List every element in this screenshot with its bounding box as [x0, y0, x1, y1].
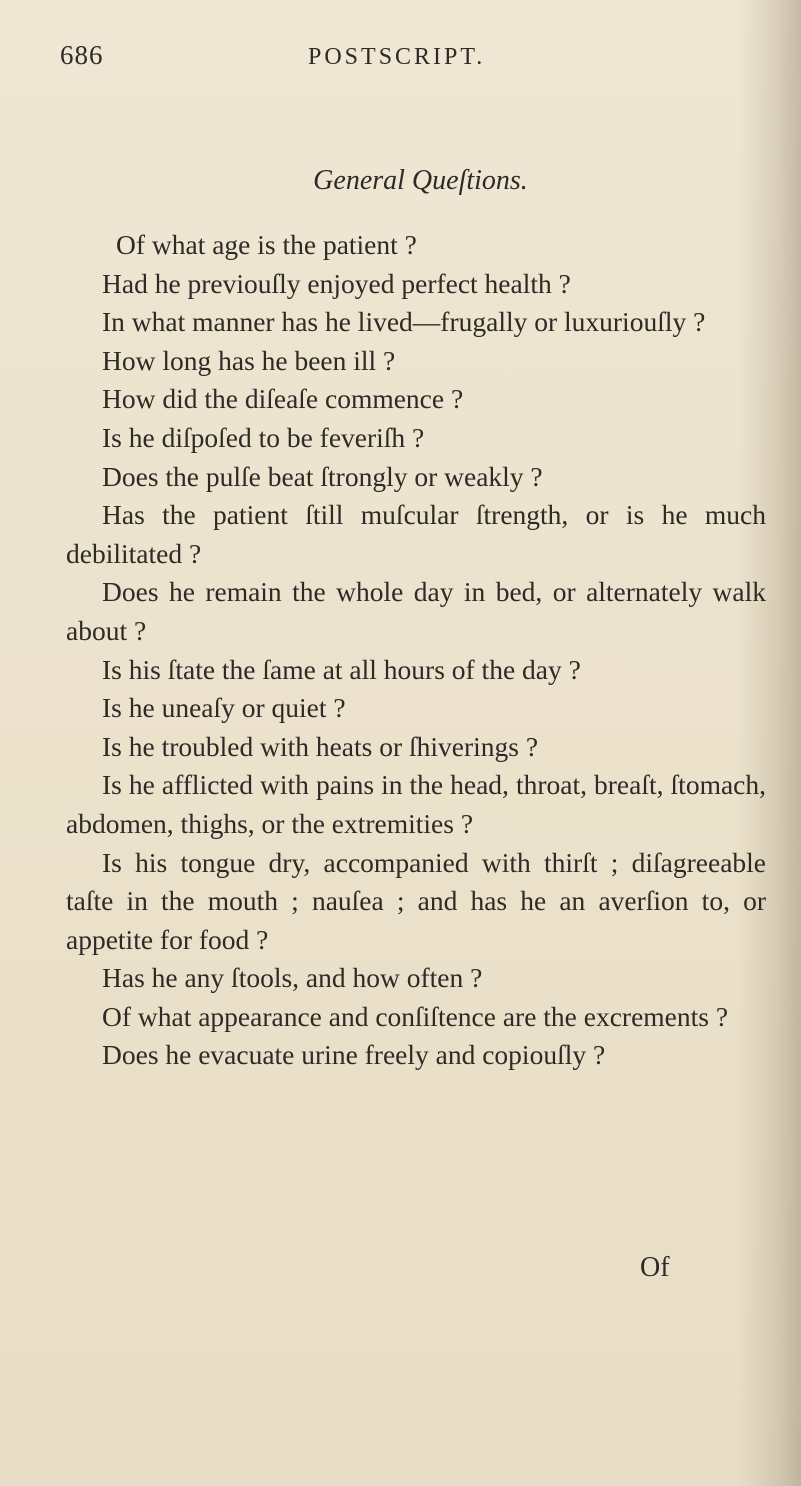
question-paragraph: Does he evacuate urine freely and copiouſly ? — [102, 1039, 606, 1071]
question-paragraph: Does the pulſe beat ſtrongly or weakly ? — [102, 460, 543, 492]
page-number: 686 — [60, 40, 104, 70]
question-paragraph: Is he afflicted with pains in the head, throat, breaſt, ſtomach, abdomen, thighs, or the extremities ? — [66, 769, 766, 839]
question-paragraph: In what manner has he lived—frugally or luxuriouſly ? — [102, 306, 706, 338]
question-paragraph: Had he previouſly enjoyed perfect health ? — [102, 267, 571, 299]
questions-list — [66, 226, 766, 1075]
question-paragraph: Has he any ſtools, and how often ? — [102, 962, 483, 994]
question-paragraph: Is he diſpoſed to be feveriſh ? — [102, 421, 425, 453]
question-paragraph: Is he troubled with heats or ſhiverings ? — [102, 730, 539, 762]
question-paragraph: Is his tongue dry, accompanied with thirſt ; diſagreeable taſte in the mouth ; nauſea ; and has he an averſion to, or appetite for food ? — [66, 846, 766, 955]
page-header — [60, 40, 760, 80]
question-paragraph: Is he uneaſy or quiet ? — [102, 692, 346, 724]
running-head: POSTSCRIPT. — [308, 44, 486, 70]
question-paragraph: How did the diſeaſe commence ? — [102, 383, 464, 415]
question-paragraph: Is his ſtate the ſame at all hours of the day ? — [102, 653, 581, 685]
catchword: Of — [640, 1252, 670, 1283]
section-title: General Queſtions. — [313, 165, 528, 196]
question-paragraph: Of what appearance and conſiſtence are the excrements ? — [102, 1000, 729, 1032]
question-paragraph: How long has he been ill ? — [102, 344, 396, 376]
question-paragraph: Does he remain the whole day in bed, or alternately walk about ? — [66, 576, 766, 646]
question-paragraph: Has the patient ſtill muſcular ſtrength, or is he much debilitated ? — [66, 499, 766, 569]
question-paragraph: Of what age is the patient ? — [116, 229, 417, 260]
